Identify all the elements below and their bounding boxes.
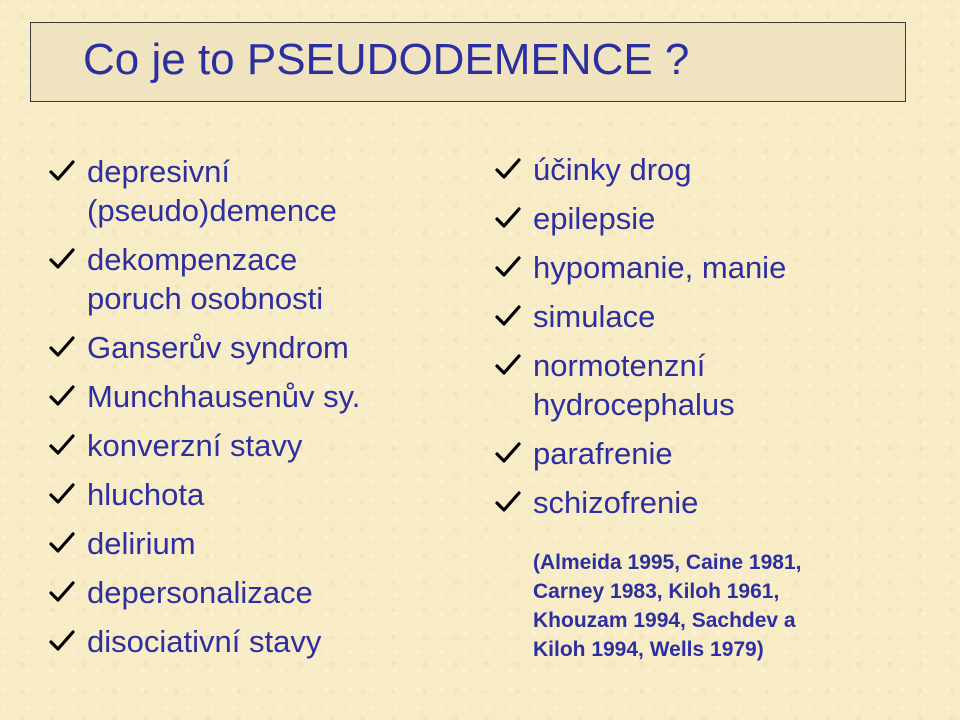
list-item	[87, 240, 360, 318]
list-item	[533, 199, 786, 238]
list-item-text: Ganserův syndrom	[87, 330, 349, 365]
list-item-text: poruch osobnosti	[87, 281, 324, 316]
list-item	[87, 377, 360, 416]
reference-line: Khouzam 1994, Sachdev a	[533, 609, 796, 632]
list-item-text: hypomanie, manie	[533, 250, 787, 285]
list-item-text: (pseudo)demence	[87, 193, 337, 228]
list-item	[533, 150, 786, 189]
list-item-text: parafrenie	[533, 436, 673, 471]
checkmark-icon	[495, 483, 525, 522]
right-bullet-list	[533, 150, 786, 532]
checkmark-icon	[49, 328, 79, 367]
list-item	[533, 297, 786, 336]
references	[533, 548, 913, 664]
checkmark-icon	[495, 297, 525, 336]
list-item	[87, 152, 360, 230]
list-item-text: schizofrenie	[533, 485, 699, 520]
list-item	[87, 524, 360, 563]
list-item	[87, 328, 360, 367]
checkmark-icon	[49, 152, 79, 191]
list-item	[87, 426, 360, 465]
checkmark-icon	[49, 426, 79, 465]
list-item-text: delirium	[87, 526, 196, 561]
list-item-text: depersonalizace	[87, 575, 313, 610]
list-item-text: epilepsie	[533, 201, 656, 236]
list-item-text: dekompenzace	[87, 242, 298, 277]
checkmark-icon	[49, 475, 79, 514]
list-item-text: konverzní stavy	[87, 428, 303, 463]
list-item-text: hluchota	[87, 477, 205, 512]
checkmark-icon	[495, 346, 525, 385]
list-item	[533, 434, 786, 473]
checkmark-icon	[49, 573, 79, 612]
list-item-text: Munchhausenův sy.	[87, 379, 361, 414]
list-item-text: hydrocephalus	[533, 387, 735, 422]
list-item	[533, 248, 786, 287]
list-item	[533, 346, 786, 424]
checkmark-icon	[49, 240, 79, 279]
checkmark-icon	[495, 434, 525, 473]
title-box	[30, 22, 906, 102]
checkmark-icon	[49, 524, 79, 563]
list-item-text: disociativní stavy	[87, 624, 322, 659]
reference-line: Carney 1983, Kiloh 1961,	[533, 580, 780, 603]
list-item-text: účinky drog	[533, 152, 692, 187]
checkmark-icon	[495, 199, 525, 238]
checkmark-icon	[49, 377, 79, 416]
list-item	[533, 483, 786, 522]
checkmark-icon	[49, 622, 79, 661]
list-item-text: depresivní	[87, 154, 231, 189]
left-bullet-list	[87, 152, 360, 671]
reference-line: Kiloh 1994, Wells 1979)	[533, 638, 764, 661]
list-item-text: simulace	[533, 299, 656, 334]
list-item	[87, 573, 360, 612]
list-item	[87, 622, 360, 661]
checkmark-icon	[495, 248, 525, 287]
checkmark-icon	[495, 150, 525, 189]
slide-title: Co je to PSEUDODEMENCE ?	[83, 35, 690, 84]
list-item	[87, 475, 360, 514]
list-item-text: normotenzní	[533, 348, 706, 383]
reference-line: (Almeida 1995, Caine 1981,	[533, 551, 802, 574]
